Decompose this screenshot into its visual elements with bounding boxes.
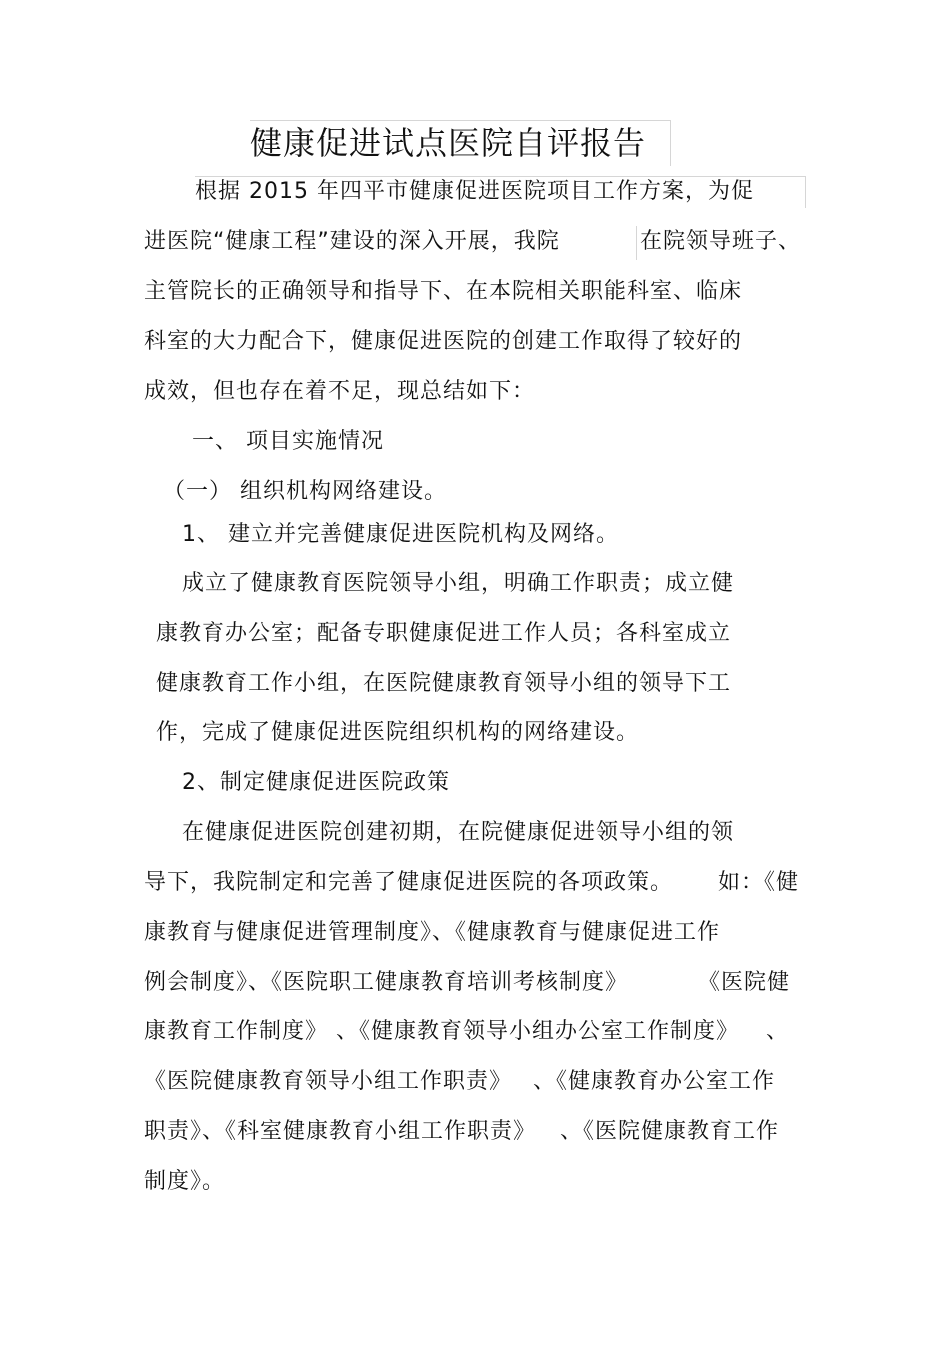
line-border-right	[805, 176, 806, 208]
paragraph-line: 成效，但也存在着不足，现总结如下：	[144, 379, 536, 404]
document-title: 健康促进试点医院自评报告	[250, 124, 647, 162]
paragraph-line: 康教育办公室；配备专职健康促进工作人员；各科室成立	[156, 621, 732, 646]
paragraph-line: 康教育工作制度》 、《健康教育领导小组办公室工作制度》	[144, 1019, 739, 1044]
item-heading: 1、 建立并完善健康促进医院机构及网络。	[182, 522, 619, 547]
paragraph-line: 成立了健康教育医院领导小组，明确工作职责；成立健	[182, 571, 735, 596]
paragraph-line: 例会制度》、《医院职工健康教育培训考核制度》	[144, 970, 629, 995]
paragraph-line: 在院领导班子、	[640, 229, 802, 254]
paragraph-line: 职责》、《科室健康教育小组工作职责》	[144, 1119, 537, 1144]
paragraph-line: 、	[766, 1019, 790, 1044]
paragraph-line: 科室的大力配合下，健康促进医院的创建工作取得了较好的	[144, 329, 743, 354]
paragraph-line: 康教育与健康促进管理制度》、《健康教育与健康促进工作	[144, 920, 721, 945]
section-heading: 一、 项目实施情况	[192, 429, 384, 454]
paragraph-line: 、《医院健康教育工作	[560, 1119, 780, 1144]
paragraph-line: 《医院健	[698, 970, 791, 995]
item-heading: 2、制定健康促进医院政策	[182, 770, 450, 795]
paragraph-line: 根据 2015 年四平市健康促进医院项目工作方案，为促	[195, 179, 754, 204]
paragraph-line: 主管院长的正确领导和指导下、在本院相关职能科室、临床	[144, 279, 743, 304]
paragraph-line: 制度》。	[144, 1169, 226, 1194]
subsection-heading: （一） 组织机构网络建设。	[163, 479, 447, 504]
paragraph-line: 如：《健	[718, 870, 800, 895]
line-border-mid	[636, 226, 637, 260]
paragraph-line: 健康教育工作小组，在医院健康教育领导小组的领导下工	[156, 671, 732, 696]
paragraph-line: 《医院健康教育领导小组工作职责》	[144, 1069, 513, 1094]
paragraph-line: 在健康促进医院创建初期，在院健康促进领导小组的领	[182, 820, 735, 845]
paragraph-line: 导下，我院制定和完善了健康促进医院的各项政策。	[144, 870, 674, 895]
title-border-right	[670, 120, 671, 166]
paragraph-line: 、《健康教育办公室工作	[533, 1069, 776, 1094]
paragraph-line: 作，完成了健康促进医院组织机构的网络建设。	[156, 720, 640, 745]
paragraph-line: 进医院“健康工程”建设的深入开展，我院	[144, 229, 560, 254]
